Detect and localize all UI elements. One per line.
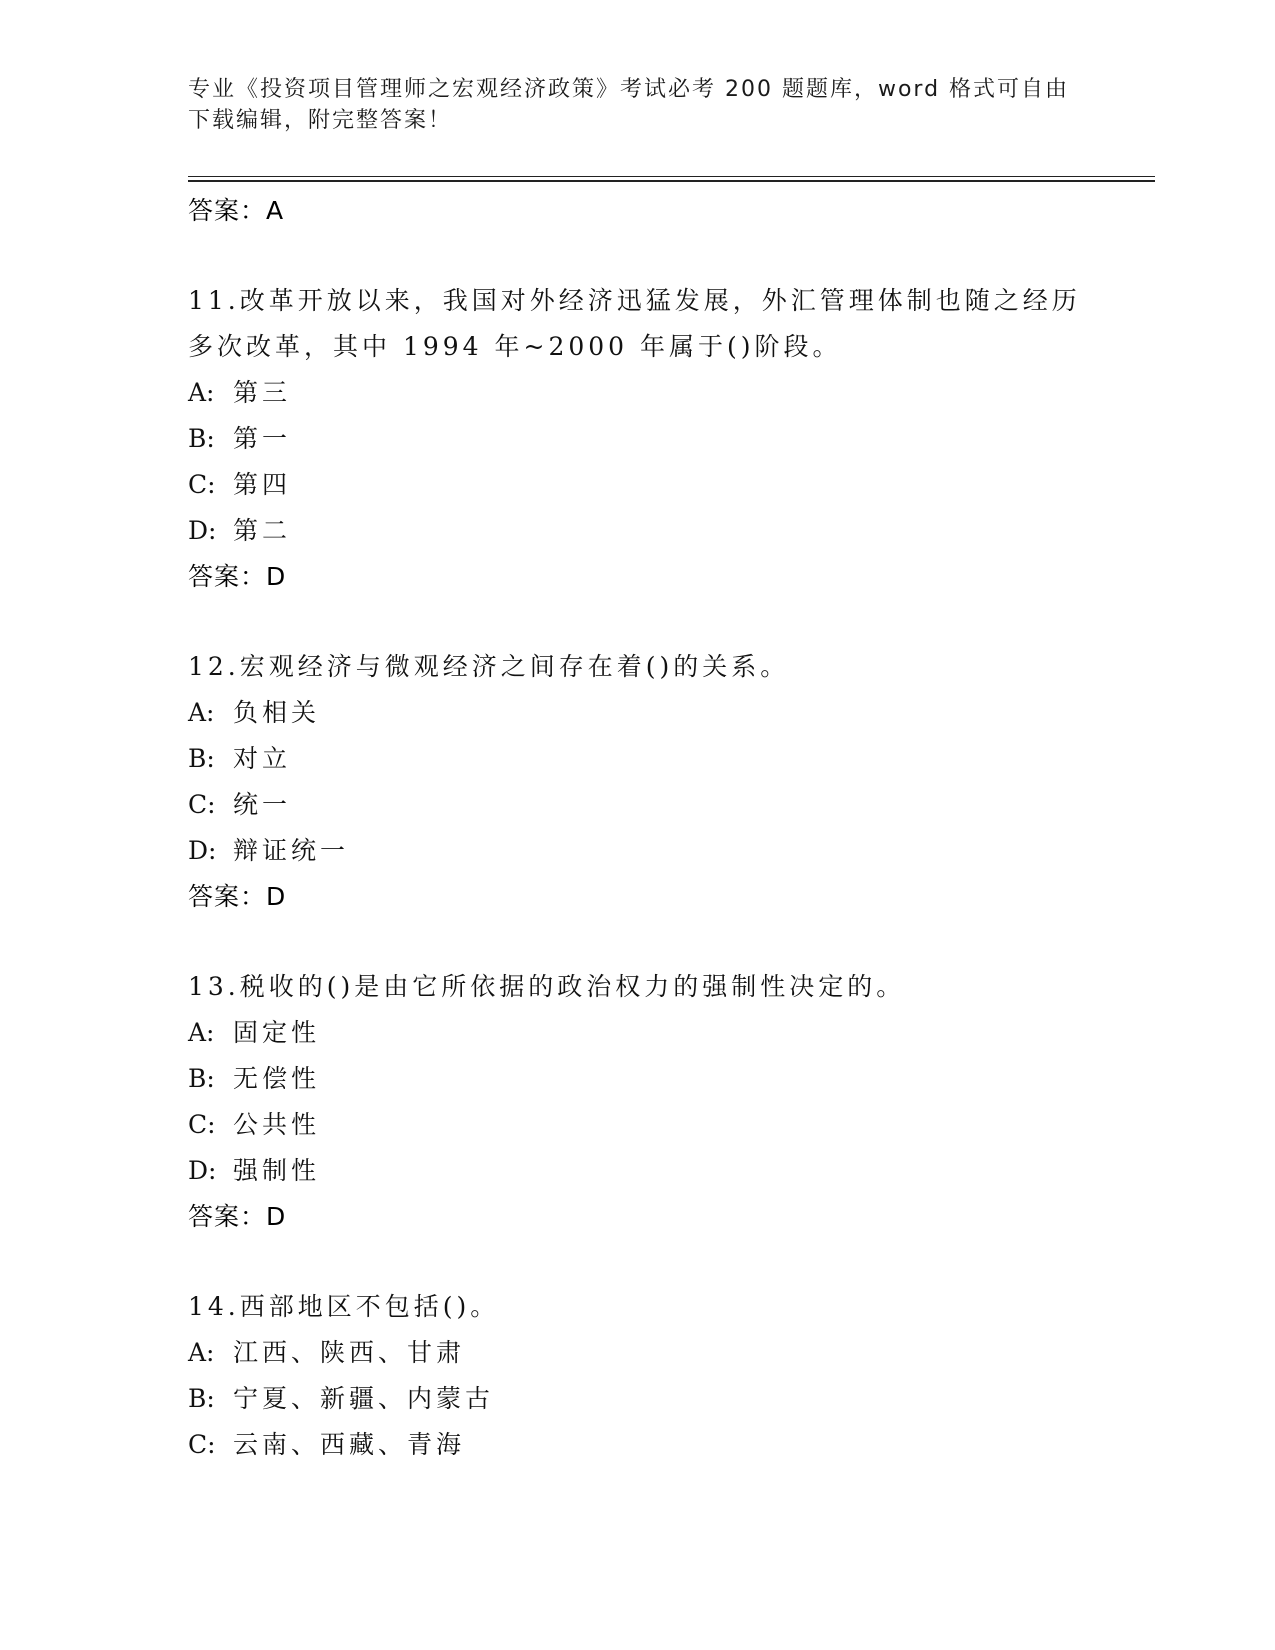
question-number: 13. bbox=[188, 972, 240, 1001]
question-text: 改革开放以来，我国对外经济迅猛发展，外汇管理体制也随之经历多次改革，其中 1994 年~2000 年属于()阶段。 bbox=[188, 286, 1081, 361]
option-b bbox=[188, 736, 1088, 782]
option-text: 对立 bbox=[233, 744, 292, 773]
question-item bbox=[188, 278, 1088, 600]
option-text: 第三 bbox=[233, 378, 292, 407]
option-b bbox=[188, 1056, 1088, 1102]
option-text: 辩证统一 bbox=[233, 836, 350, 865]
option-text: 强制性 bbox=[233, 1156, 321, 1185]
question-number: 11. bbox=[188, 286, 240, 315]
option-text: 无偿性 bbox=[233, 1064, 321, 1093]
question-number: 14. bbox=[188, 1292, 240, 1321]
option-letter: C: bbox=[188, 790, 216, 819]
answer-label: 答案： bbox=[188, 562, 267, 591]
option-letter: B: bbox=[188, 1384, 215, 1413]
question-text: 税收的()是由它所依据的政治权力的强制性决定的。 bbox=[239, 972, 906, 1001]
option-text: 负相关 bbox=[233, 698, 321, 727]
option-a bbox=[188, 1330, 1088, 1376]
question-stem bbox=[188, 964, 1088, 1010]
question-text: 西部地区不包括()。 bbox=[239, 1292, 500, 1321]
answer-value: D bbox=[266, 882, 287, 911]
answer-value: D bbox=[266, 562, 287, 591]
option-c bbox=[188, 1102, 1088, 1148]
option-letter: B: bbox=[188, 1064, 215, 1093]
question-number: 12. bbox=[188, 652, 240, 681]
option-text: 统一 bbox=[233, 790, 292, 819]
option-letter: D: bbox=[188, 836, 217, 865]
option-a bbox=[188, 370, 1088, 416]
question-stem bbox=[188, 644, 1088, 690]
question-answer bbox=[188, 554, 1088, 600]
option-letter: B: bbox=[188, 424, 215, 453]
option-text: 公共性 bbox=[233, 1110, 321, 1139]
option-text: 第四 bbox=[233, 470, 292, 499]
option-letter: C: bbox=[188, 1110, 216, 1139]
option-letter: A: bbox=[188, 698, 215, 727]
header-rule-thin bbox=[188, 176, 1155, 177]
option-letter: C: bbox=[188, 1430, 216, 1459]
option-d bbox=[188, 508, 1088, 554]
answer-value: A bbox=[266, 196, 285, 225]
question-item bbox=[188, 964, 1088, 1240]
option-text: 第一 bbox=[233, 424, 292, 453]
answer-label: 答案： bbox=[188, 1202, 267, 1231]
question-text: 宏观经济与微观经济之间存在着()的关系。 bbox=[239, 652, 790, 681]
question-item bbox=[188, 1284, 1088, 1468]
option-c bbox=[188, 782, 1088, 828]
option-d bbox=[188, 828, 1088, 874]
option-c bbox=[188, 1422, 1088, 1468]
option-letter: D: bbox=[188, 516, 217, 545]
question-stem bbox=[188, 278, 1088, 370]
option-d bbox=[188, 1148, 1088, 1194]
option-a bbox=[188, 690, 1088, 736]
option-letter: B: bbox=[188, 744, 215, 773]
document-header: 专业《投资项目管理师之宏观经济政策》考试必考 200 题题库，word 格式可自由下载编辑，附完整答案！ bbox=[188, 77, 1070, 133]
prev-answer bbox=[188, 188, 1088, 234]
option-text: 宁夏、新疆、内蒙古 bbox=[233, 1384, 495, 1413]
header-rule-thick bbox=[188, 180, 1155, 182]
option-letter: C: bbox=[188, 470, 216, 499]
option-b bbox=[188, 1376, 1088, 1422]
option-letter: A: bbox=[188, 1338, 215, 1367]
option-text: 第二 bbox=[233, 516, 292, 545]
option-b bbox=[188, 416, 1088, 462]
option-letter: A: bbox=[188, 378, 215, 407]
answer-label: 答案： bbox=[188, 882, 267, 911]
option-text: 云南、西藏、青海 bbox=[233, 1430, 466, 1459]
question-answer bbox=[188, 874, 1088, 920]
option-a bbox=[188, 1010, 1088, 1056]
option-letter: A: bbox=[188, 1018, 215, 1047]
question-list bbox=[188, 188, 1088, 1468]
answer-label: 答案： bbox=[188, 196, 267, 225]
option-c bbox=[188, 462, 1088, 508]
option-letter: D: bbox=[188, 1156, 217, 1185]
question-answer bbox=[188, 1194, 1088, 1240]
option-text: 江西、陕西、甘肃 bbox=[233, 1338, 466, 1367]
question-stem bbox=[188, 1284, 1088, 1330]
answer-value: D bbox=[266, 1202, 287, 1231]
option-text: 固定性 bbox=[233, 1018, 321, 1047]
question-item bbox=[188, 644, 1088, 920]
